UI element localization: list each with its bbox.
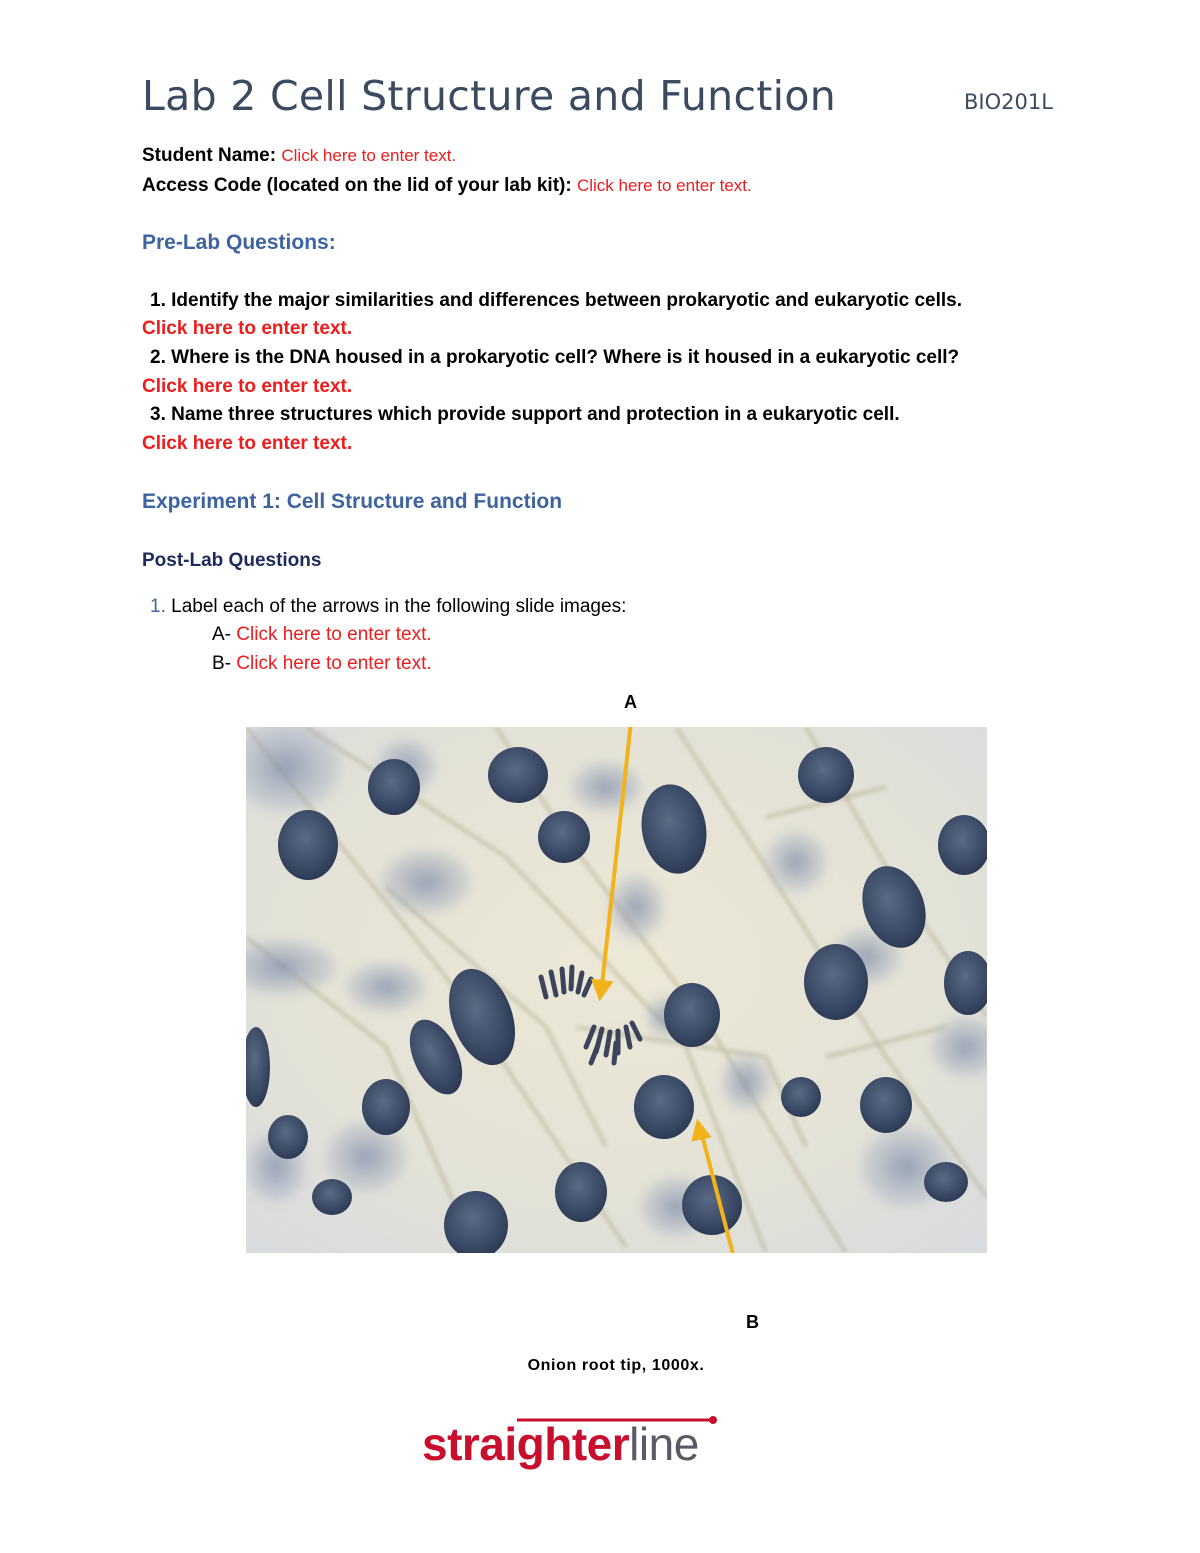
question-number: 2. [150, 347, 166, 368]
question-number: 1. [150, 290, 166, 311]
label-a-field[interactable]: Click here to enter text. [236, 624, 432, 645]
student-name-row [142, 145, 456, 167]
question-text: Label each of the arrows in the following slide images: [171, 596, 627, 617]
post-lab-heading: Post-Lab Questions [142, 550, 322, 571]
access-code-row [142, 175, 752, 197]
post-lab-question-1 [150, 596, 626, 618]
pre-lab-question-3 [150, 404, 900, 426]
label-b-field[interactable]: Click here to enter text. [236, 653, 432, 674]
arrow-label-a: A [624, 692, 637, 712]
question-text: Where is the DNA housed in a prokaryotic cell? Where is it housed in a eukaryotic cell? [171, 347, 960, 368]
arrow-label-b: B [746, 1312, 759, 1332]
onion-root-tip-micrograph [246, 727, 987, 1253]
question-text: Identify the major similarities and differences between prokaryotic and eukaryotic cells. [171, 290, 963, 311]
access-code-field[interactable]: Click here to enter text. [576, 176, 752, 195]
pre-lab-question-1 [150, 290, 962, 312]
logo-brand-bold: straighter [422, 1418, 630, 1470]
student-name-field[interactable]: Click here to enter text. [281, 146, 457, 165]
pre-lab-question-2 [150, 347, 959, 369]
label-b-prefix: B- [212, 653, 231, 674]
pre-lab-heading: Pre-Lab Questions: [142, 231, 336, 254]
label-b-row [212, 653, 432, 675]
svg-text:straighterline [422, 1418, 699, 1470]
question-number: 3. [150, 404, 166, 425]
label-a-prefix: A- [212, 624, 231, 645]
logo-brand-light: line [629, 1418, 699, 1470]
course-code: BIO201L [964, 90, 1053, 114]
experiment-heading: Experiment 1: Cell Structure and Function [142, 490, 563, 513]
question-number: 1. [150, 596, 166, 617]
document-title: Lab 2 Cell Structure and Function [142, 72, 837, 120]
question-text: Name three structures which provide support and protection in a eukaryotic cell. [171, 404, 900, 425]
figure-caption: Onion root tip, 1000x. [527, 1357, 705, 1374]
label-a-row [212, 624, 432, 646]
access-code-label: Access Code (located on the lid of your lab kit): [142, 175, 572, 196]
straighterline-logo [422, 1412, 782, 1484]
pre-lab-answer-3[interactable]: Click here to enter text. [142, 433, 353, 454]
pre-lab-answer-2[interactable]: Click here to enter text. [142, 376, 353, 397]
student-name-label: Student Name: [142, 145, 277, 166]
pre-lab-answer-1[interactable]: Click here to enter text. [142, 318, 353, 339]
